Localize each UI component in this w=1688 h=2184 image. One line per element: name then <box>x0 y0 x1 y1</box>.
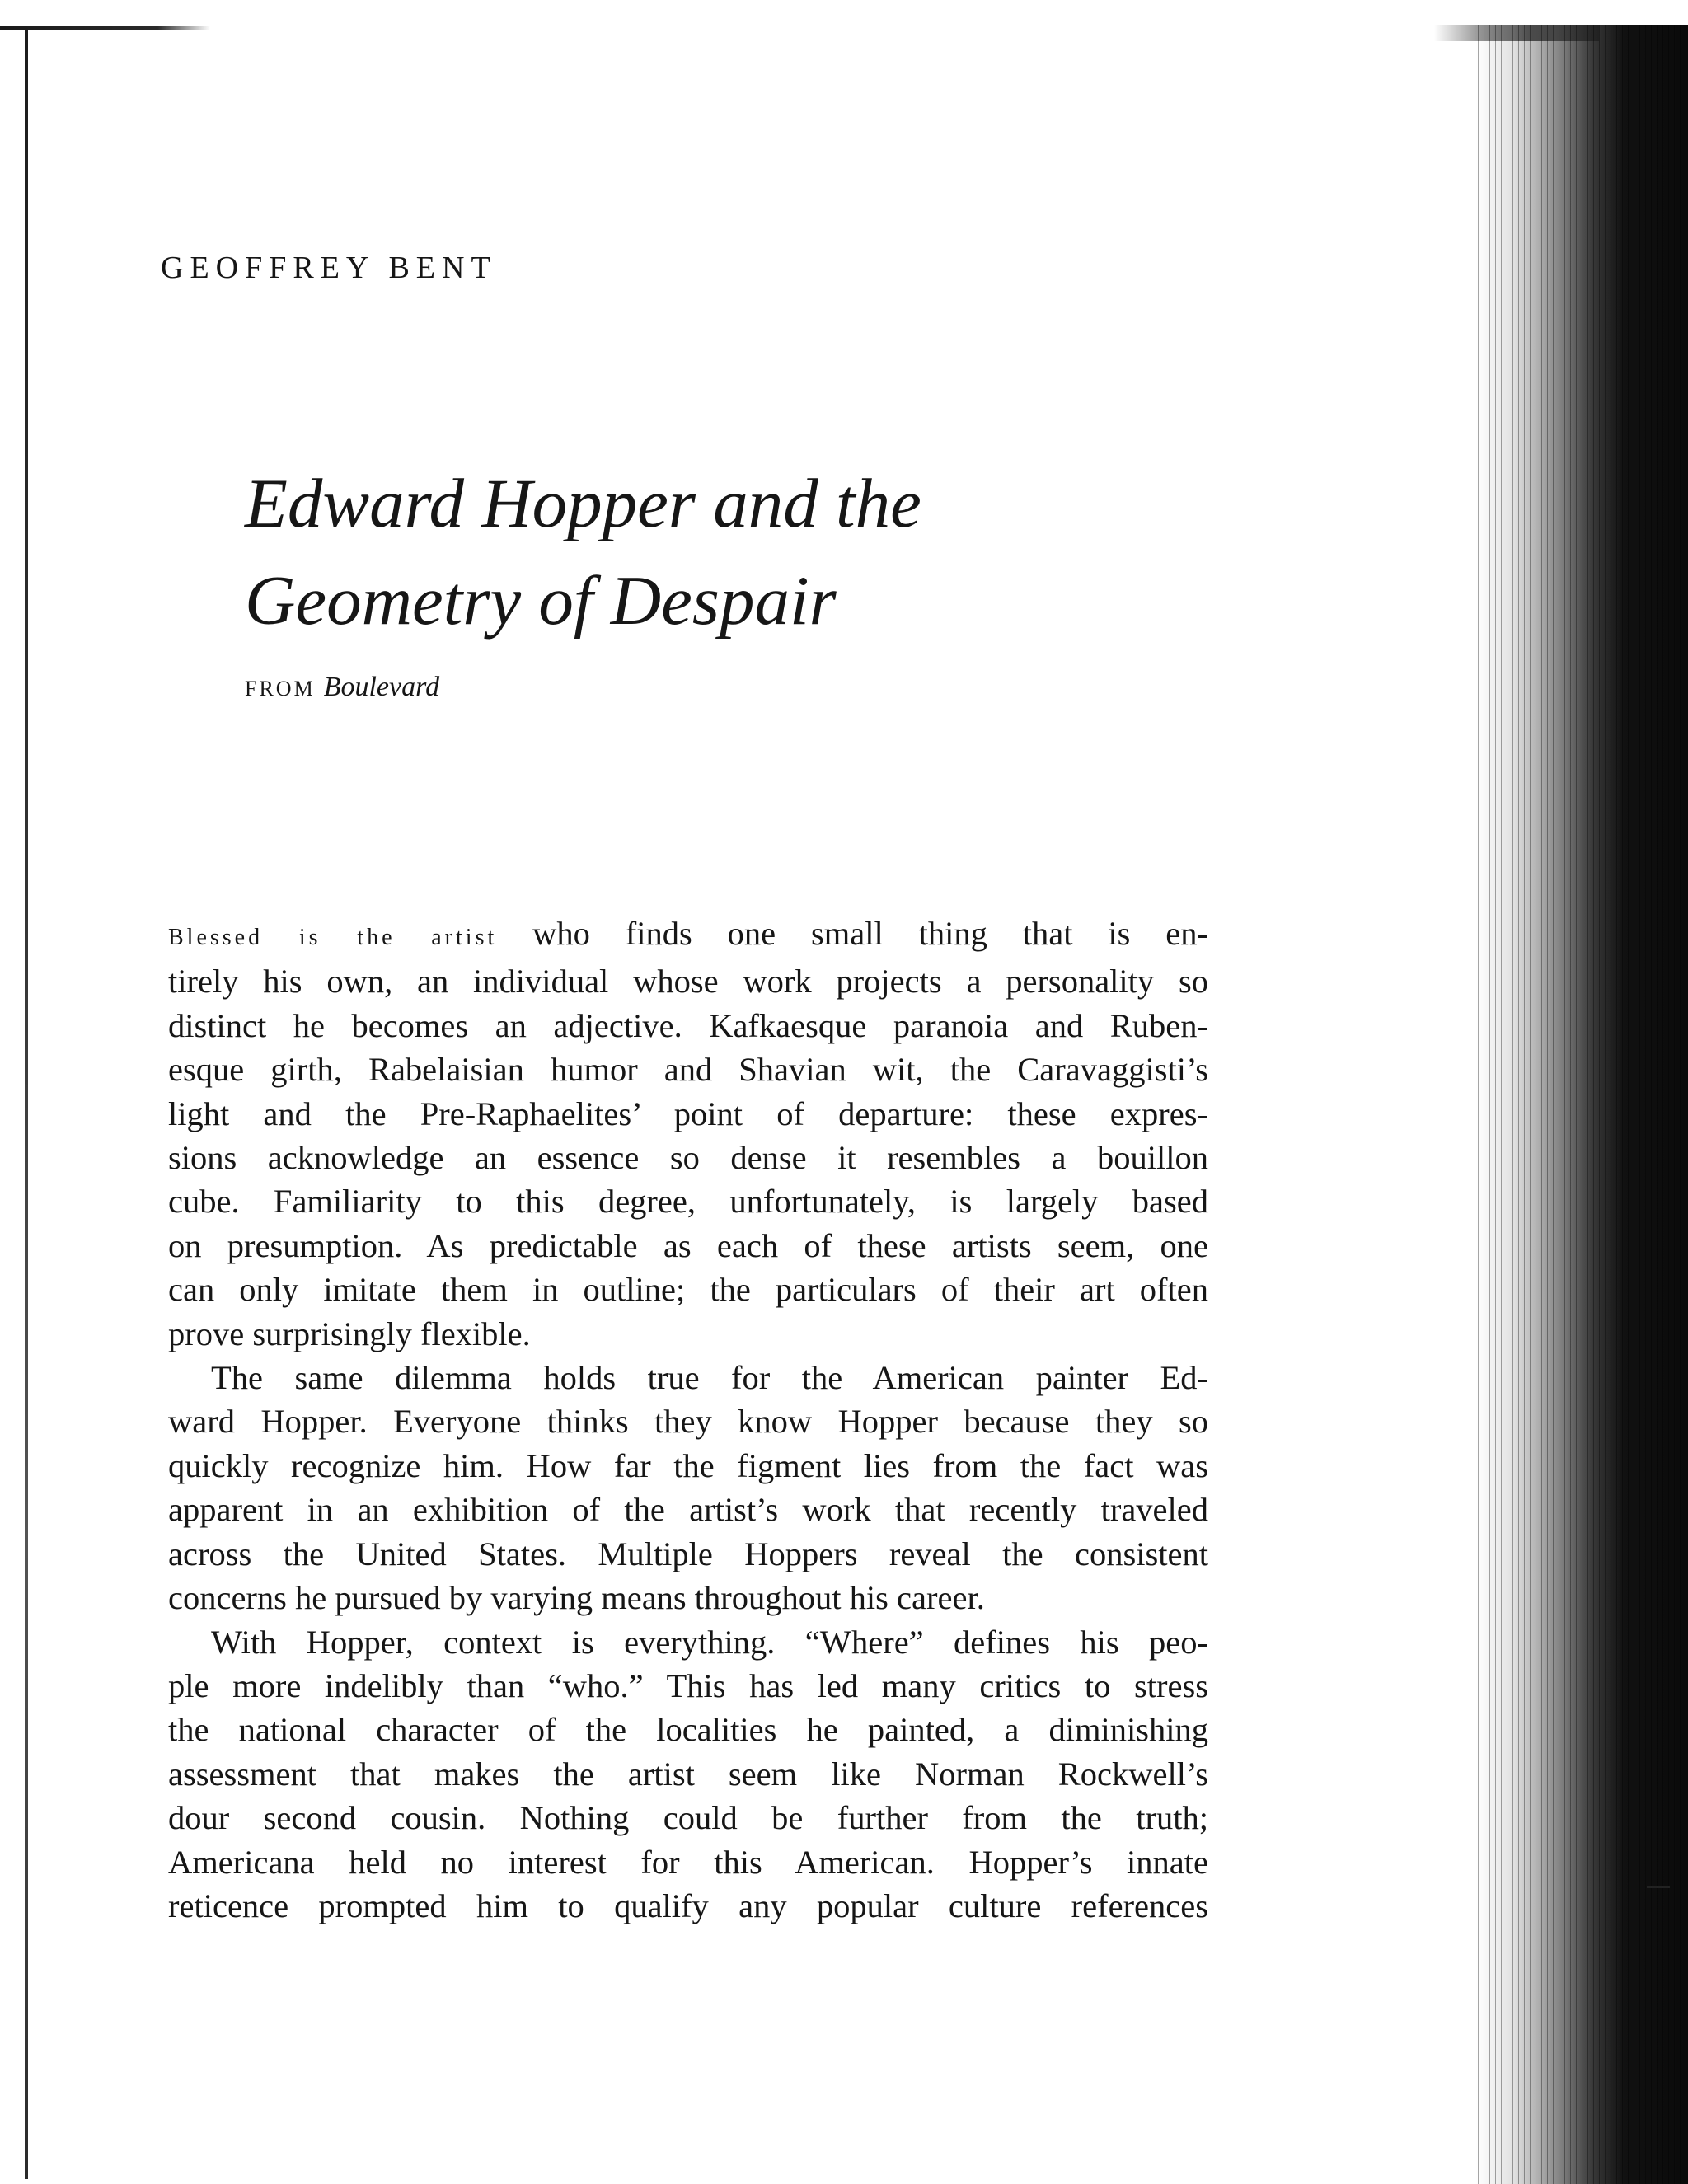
article-body <box>168 912 1208 1928</box>
body-line: dour second cousin. Nothing could be further from the truth; <box>168 1799 1208 1837</box>
body-line: esque girth, Rabelaisian humor and Shavian wit, the Caravaggisti’s <box>168 1051 1208 1089</box>
body-line: sions acknowledge an essence so dense it resembles a bouillon <box>168 1139 1208 1177</box>
title-line-2: Geometry of Despair <box>245 562 837 640</box>
body-line: on presumption. As predictable as each of these artists seem, one <box>168 1226 1208 1264</box>
body-line: cube. Familiarity to this degree, unfortunately, is largely based <box>168 1183 1208 1221</box>
scan-book-spine-shadow <box>1475 25 1688 2184</box>
body-line: quickly recognize him. How far the figment lies from the fact was <box>168 1446 1208 1484</box>
body-line: apparent in an exhibition of the artist’s work that recently traveled <box>168 1491 1208 1529</box>
body-line: prove surprisingly flexible. <box>168 1315 531 1352</box>
source-from-label: FROM <box>245 677 316 701</box>
body-line: reticence prompted him to qualify any popular culture references <box>168 1886 1208 1924</box>
author-name: GEOFFREY BENT <box>161 251 497 285</box>
source-publication: Boulevard <box>323 672 440 702</box>
body-line: distinct he becomes an adjective. Kafkaesque paranoia and Ruben- <box>168 1006 1208 1044</box>
body-line: tirely his own, an individual whose work projects a personality so <box>168 963 1208 1001</box>
body-line: The same dilemma holds true for the American painter Ed- <box>211 1359 1208 1397</box>
body-line: concerns he pursued by varying means throughout his career. <box>168 1579 985 1617</box>
body-line: Americana held no interest for this American. Hopper’s innate <box>168 1843 1208 1881</box>
title-line-1: Edward Hopper and the <box>245 465 921 542</box>
body-line: ward Hopper. Everyone thinks they know Hopper because they so <box>168 1403 1208 1441</box>
body-line: light and the Pre-Raphaelites’ point of departure: these expres- <box>168 1094 1208 1132</box>
scan-left-edge <box>25 28 28 2179</box>
scan-top-edge <box>0 26 210 30</box>
opening-small-caps: Blessed is the artist <box>168 925 498 950</box>
scan-edge-mark <box>1647 1886 1670 1888</box>
body-line: assessment that makes the artist seem like Norman Rockwell’s <box>168 1755 1208 1793</box>
body-line: across the United States. Multiple Hoppers reveal the consistent <box>168 1535 1208 1572</box>
source-attribution <box>245 672 439 703</box>
body-line <box>168 912 1208 959</box>
body-line: With Hopper, context is everything. “Where” defines his peo- <box>211 1623 1208 1661</box>
article-title <box>245 455 921 649</box>
body-line-text: who finds one small thing that is en- <box>497 915 1208 952</box>
body-line: ple more indelibly than “who.” This has led many critics to stress <box>168 1666 1208 1704</box>
body-line: can only imitate them in outline; the particulars of their art often <box>168 1271 1208 1309</box>
body-line: the national character of the localities he painted, a diminishing <box>168 1711 1208 1749</box>
